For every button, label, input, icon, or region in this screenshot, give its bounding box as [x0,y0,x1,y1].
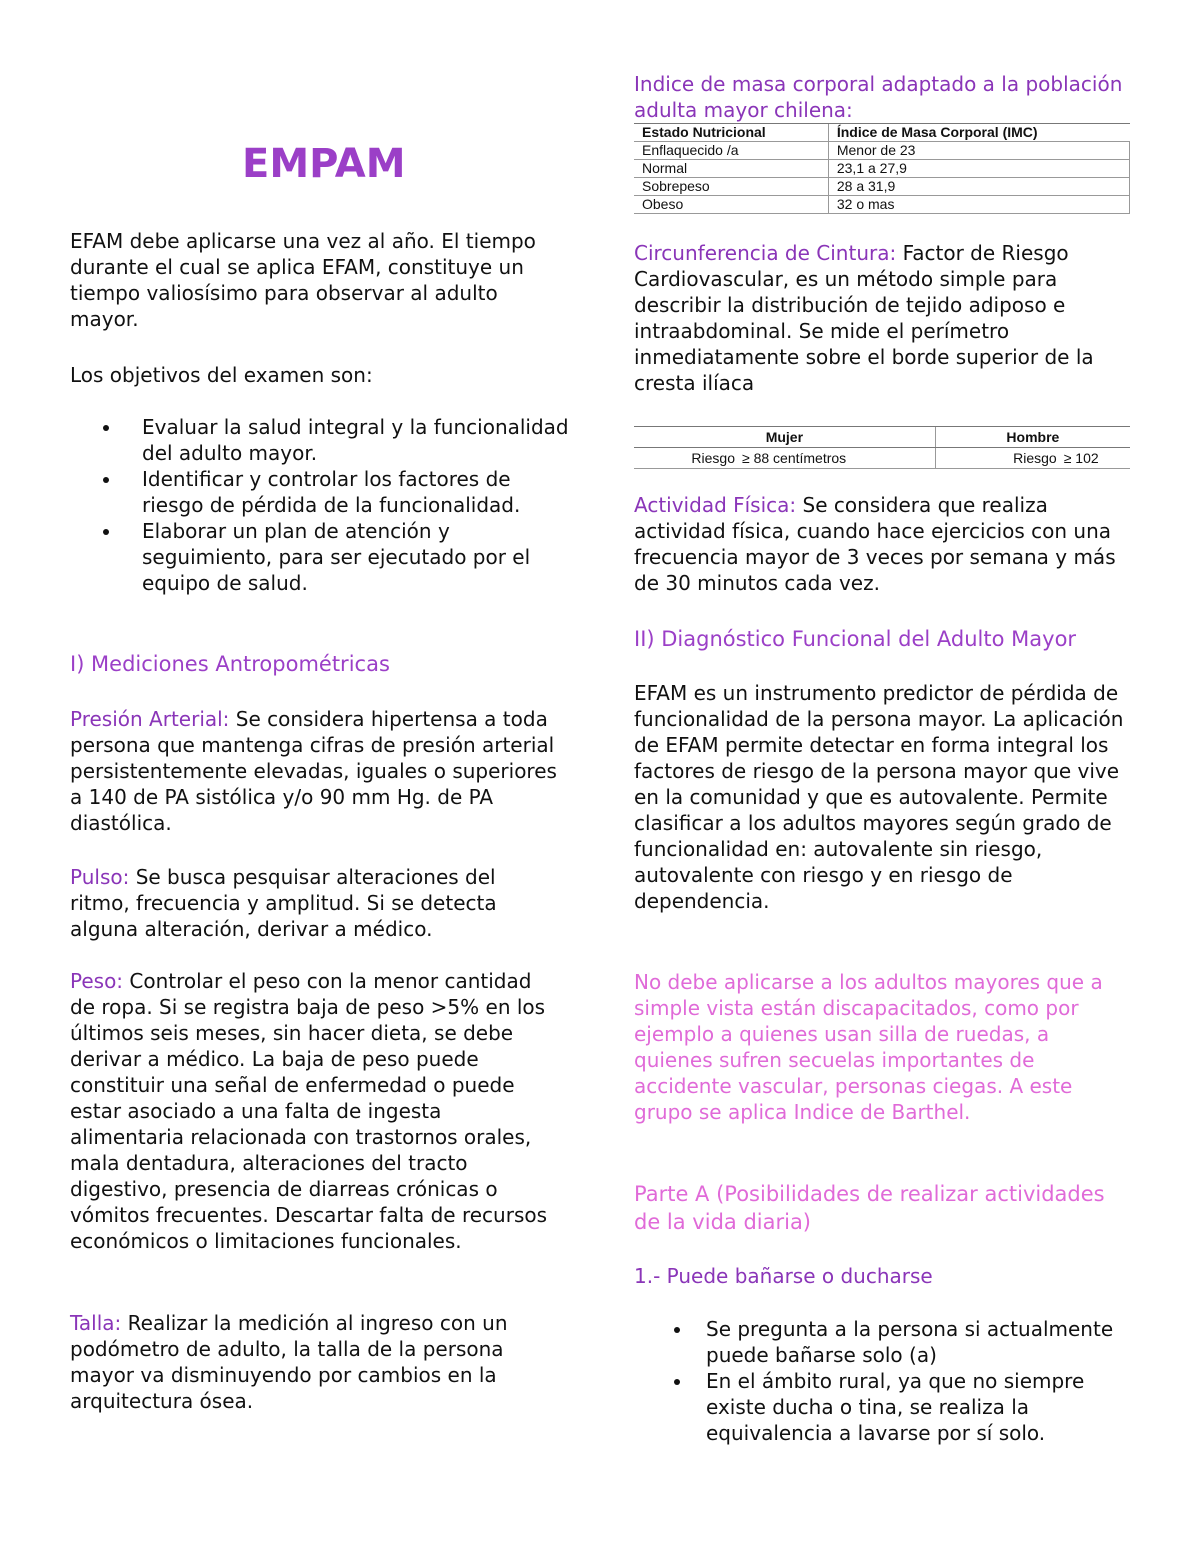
table-cell: ≥ 88 centímetros [741,448,935,469]
table-cell: 23,1 a 27,9 [828,160,1129,178]
presion-label: Presión Arterial: [70,707,230,731]
talla-label: Talla: [70,1311,122,1335]
efam-paragraph: EFAM es un instrumento predictor de pérdida de funcionalidad de la persona mayor. La aplicación de EFAM permite detectar en forma integral los factores de riesgo de la persona mayor que vive en la comunidad y que es autovalente. Permite clasificar a los adultos mayores según grado de funcionalidad en: autovalente sin riesgo, autovalente con riesgo y en riesgo de dependencia. [634,681,1124,913]
list-item: En el ámbito rural, ya que no siempre existe ducha o tina, se realiza la equivalencia a lavarse por sí solo. [634,1368,1134,1446]
table-cell: 28 a 31,9 [828,178,1129,196]
item-1-heading: 1.- Puede bañarse o ducharse [634,1264,933,1288]
table-cell: Riesgo [634,448,741,469]
table-header: Índice de Masa Corporal (IMC) [828,124,1129,142]
cintura-label: Circunferencia de Cintura: [634,241,897,265]
bullet-icon [674,1379,680,1385]
table-cell: Enflaquecido /a [634,142,828,160]
table-header: Estado Nutricional [634,124,828,142]
warning-paragraph: No debe aplicarse a los adultos mayores que a simple vista están discapacitados, como por ejemplo a quienes usan silla de ruedas, a quienes sufren secuelas importantes de accidente vascular, personas ciegas. A este grupo se aplica Indice de Barthel. [634,970,1103,1124]
peso-label: Peso: [70,969,124,993]
cintura-table [634,426,1130,469]
table-row [634,448,1130,469]
pulso-label: Pulso: [70,865,130,889]
talla-paragraph: Talla: Realizar la medición al ingreso con un podómetro de adulto, la talla de la persona mayor va disminuyendo por cambios en la arquitectura ósea. [70,1311,508,1413]
table-row [634,142,1130,160]
bullet-icon [674,1327,680,1333]
table-cell: Obeso [634,196,828,214]
table-row [634,178,1130,196]
page-title: EMPAM [242,141,406,187]
list-item: Evaluar la salud integral y la funcionalidad del adulto mayor. [70,414,570,466]
cintura-paragraph: Circunferencia de Cintura: Factor de Riesgo Cardiovascular, es un método simple para describir la distribución de tejido adiposo e intraabdominal. Se mide el perímetro inmediatamente sobre el borde superior de la cresta ilíaca [634,241,1094,395]
bullet-icon [103,425,109,431]
imc-table [634,123,1130,214]
bullet-icon [103,529,109,535]
intro-paragraph: EFAM debe aplicarse una vez al año. El tiempo durante el cual se aplica EFAM, constituye un tiempo valiosísimo para observar al adulto mayor. [70,229,536,331]
table-cell: Normal [634,160,828,178]
table-cell: ≥ 102 [1063,448,1130,469]
actividad-paragraph: Actividad Física: Se considera que realiza actividad física, cuando hace ejercicios con una frecuencia mayor de 3 veces por semana y más de 30 minutos cada vez. [634,493,1116,595]
pulso-paragraph: Pulso: Se busca pesquisar alteraciones del ritmo, frecuencia y amplitud. Si se detecta alguna alteración, derivar a médico. [70,865,497,941]
list-item: Elaborar un plan de atención y seguimiento, para ser ejecutado por el equipo de salud. [70,518,570,596]
table-cell: 32 o mas [828,196,1129,214]
actividad-label: Actividad Física: [634,493,797,517]
objectives-intro: Los objetivos del examen son: [70,363,373,387]
presion-paragraph: Presión Arterial: Se considera hipertensa a toda persona que mantenga cifras de presión arterial persistentemente elevadas, iguales o superiores a 140 de PA sistólica y/o 90 mm Hg. de PA diastólica. [70,707,557,835]
parte-a-heading: Parte A (Posibilidades de realizar actividades de la vida diaria) [634,1182,1105,1234]
imc-heading: Indice de masa corporal adaptado a la población adulta mayor chilena: [634,72,1123,122]
table-cell: Sobrepeso [634,178,828,196]
list-item: Se pregunta a la persona si actualmente puede bañarse solo (a) [634,1316,1134,1368]
table-cell: Menor de 23 [828,142,1129,160]
bullet-icon [103,477,109,483]
section-heading-1: I) Mediciones Antropométricas [70,652,390,676]
table-header-row [634,427,1130,448]
item-1-list [634,1316,1134,1446]
section-heading-2: II) Diagnóstico Funcional del Adulto Mayor [634,627,1077,651]
peso-paragraph: Peso: Controlar el peso con la menor cantidad de ropa. Si se registra baja de peso >5% en los últimos seis meses, sin hacer dieta, se debe derivar a médico. La baja de peso puede constituir una señal de enfermedad o puede estar asociado a una falta de ingesta alimentaria relacionada con trastornos orales, mala dentadura, alteraciones del tracto digestivo, presencia de diarreas crónicas o vómitos frecuentes. Descartar falta de recursos económicos o limitaciones funcionales. [70,969,548,1253]
list-item: Identificar y controlar los factores de riesgo de pérdida de la funcionalidad. [70,466,570,518]
table-header: Mujer [634,427,935,448]
table-header-row [634,124,1130,142]
table-cell: Riesgo [935,448,1063,469]
table-header: Hombre [935,427,1130,448]
table-row [634,196,1130,214]
table-row [634,160,1130,178]
objectives-list [70,414,570,596]
